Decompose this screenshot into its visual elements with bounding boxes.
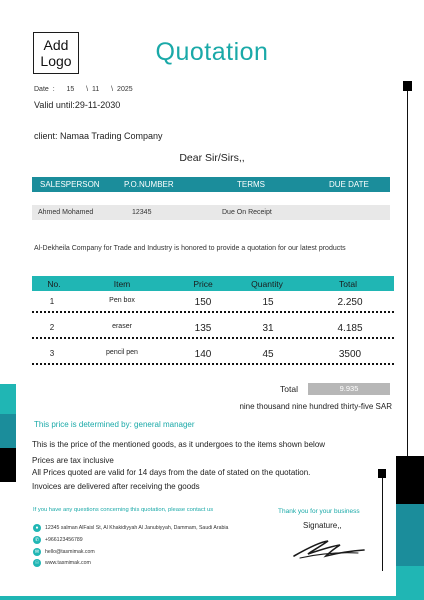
- note-line-1: This is the price of the mentioned goods, as it undergoes to the items shown below: [32, 440, 326, 449]
- contact-question: If you have any questions concerning this quotation, please contact us: [33, 507, 214, 513]
- table-row: [32, 318, 394, 339]
- website-text[interactable]: www.tasmimak.com: [45, 560, 91, 566]
- row-no: 2: [49, 323, 55, 332]
- row-no: 3: [49, 349, 55, 358]
- date-day: 15: [66, 86, 75, 93]
- date-year: \ 2025: [111, 86, 133, 93]
- email-icon: ✉: [34, 549, 40, 555]
- items-header-quantity: Quantity: [251, 279, 283, 289]
- location-icon: ●: [33, 524, 41, 532]
- items-header-total: Total: [339, 279, 357, 289]
- row-quantity: 31: [262, 323, 274, 334]
- decor-square-bottom: [378, 469, 386, 478]
- address-line: [33, 524, 228, 532]
- row-price: 140: [194, 349, 212, 360]
- sales-header-terms: TERMS: [237, 180, 265, 189]
- items-table-header: [32, 276, 394, 291]
- note-line-2: Prices are tax inclusive: [32, 456, 114, 465]
- row-total: 2.250: [337, 297, 363, 308]
- price-determined-by: This price is determined by: general manager: [34, 420, 195, 429]
- decor-vertical-line: [407, 91, 409, 456]
- email-line[interactable]: [33, 548, 95, 556]
- decor-block-teal-right: [396, 566, 424, 600]
- row-item: pencil pen: [106, 349, 138, 356]
- address-text: 12345 salman AlFaisl St, Al Khakidiyyah Al Janubiyyah, Dammam, Saudi Arabia: [45, 525, 229, 531]
- decor-block-teal-dark-left: [0, 414, 16, 448]
- items-header-item: Item: [113, 279, 131, 289]
- terms-value: Due On Receipt: [222, 209, 272, 216]
- decor-bottom-border: [0, 596, 424, 600]
- date-label: Date :: [34, 86, 55, 93]
- row-total: 4.185: [337, 323, 363, 334]
- website-line[interactable]: [33, 559, 91, 567]
- signature-label: Signature,,: [303, 521, 342, 530]
- email-text[interactable]: hello@tasmimak.com: [45, 549, 95, 555]
- sales-header-po: P.O.NUMBER: [124, 180, 174, 189]
- row-quantity: 15: [262, 297, 274, 308]
- decor-block-teal-dark-right: [396, 504, 424, 566]
- row-quantity: 45: [262, 349, 274, 360]
- salesperson-value: Ahmed Mohamed: [38, 209, 94, 216]
- row-price: 150: [194, 297, 212, 308]
- sales-table-row: [32, 205, 390, 220]
- po-number-value: 12345: [132, 209, 152, 216]
- date-line: [34, 86, 133, 93]
- greeting: Dear Sir/Sirs,,: [179, 152, 245, 164]
- table-row: [32, 292, 394, 313]
- logo-line-1: Add: [43, 37, 69, 53]
- decor-block-teal-left: [0, 384, 16, 414]
- row-item: eraser: [112, 323, 132, 330]
- thank-you-text: Thank you for your business: [278, 508, 360, 515]
- decor-block-black-right: [396, 456, 424, 504]
- row-item: Pen box: [109, 297, 135, 304]
- sales-header-salesperson: SALESPERSON: [40, 180, 100, 189]
- table-row: [32, 344, 394, 365]
- date-month: \ 11: [86, 86, 100, 93]
- total-value: 9.935: [308, 383, 390, 395]
- web-icon: ☉: [34, 560, 40, 566]
- valid-until: Valid until:29-11-2030: [34, 100, 121, 110]
- phone-icon: ✆: [34, 537, 40, 543]
- decor-square-top: [403, 81, 412, 91]
- sales-header-due-date: DUE DATE: [329, 180, 369, 189]
- logo-line-2: Logo: [40, 53, 72, 69]
- sales-table-header: [32, 177, 390, 192]
- decor-vertical-line-bottom: [382, 478, 384, 571]
- page-title: Quotation: [155, 38, 269, 66]
- note-line-3: All Prices quoted are valid for 14 days from the date of stated on the quotation.: [32, 468, 311, 477]
- row-price: 135: [194, 323, 212, 334]
- items-header-price: Price: [193, 279, 213, 289]
- intro-text: Al-Dekheila Company for Trade and Industry is honored to provide a quotation for our latest products: [34, 245, 346, 252]
- phone-text: +966123456789: [45, 537, 83, 543]
- signature-scribble: [288, 536, 366, 562]
- decor-block-black-left: [0, 448, 16, 482]
- total-label: Total: [280, 384, 298, 394]
- row-total: 3500: [338, 349, 362, 360]
- total-in-words: nine thousand nine hundred thirty-five SAR: [239, 402, 392, 411]
- items-header-no: No.: [47, 279, 61, 289]
- phone-line: [33, 536, 83, 544]
- client-name: client: Namaa Trading Company: [34, 131, 163, 141]
- row-no: 1: [49, 297, 55, 306]
- note-line-4: Invoices are delivered after receiving the goods: [32, 482, 200, 491]
